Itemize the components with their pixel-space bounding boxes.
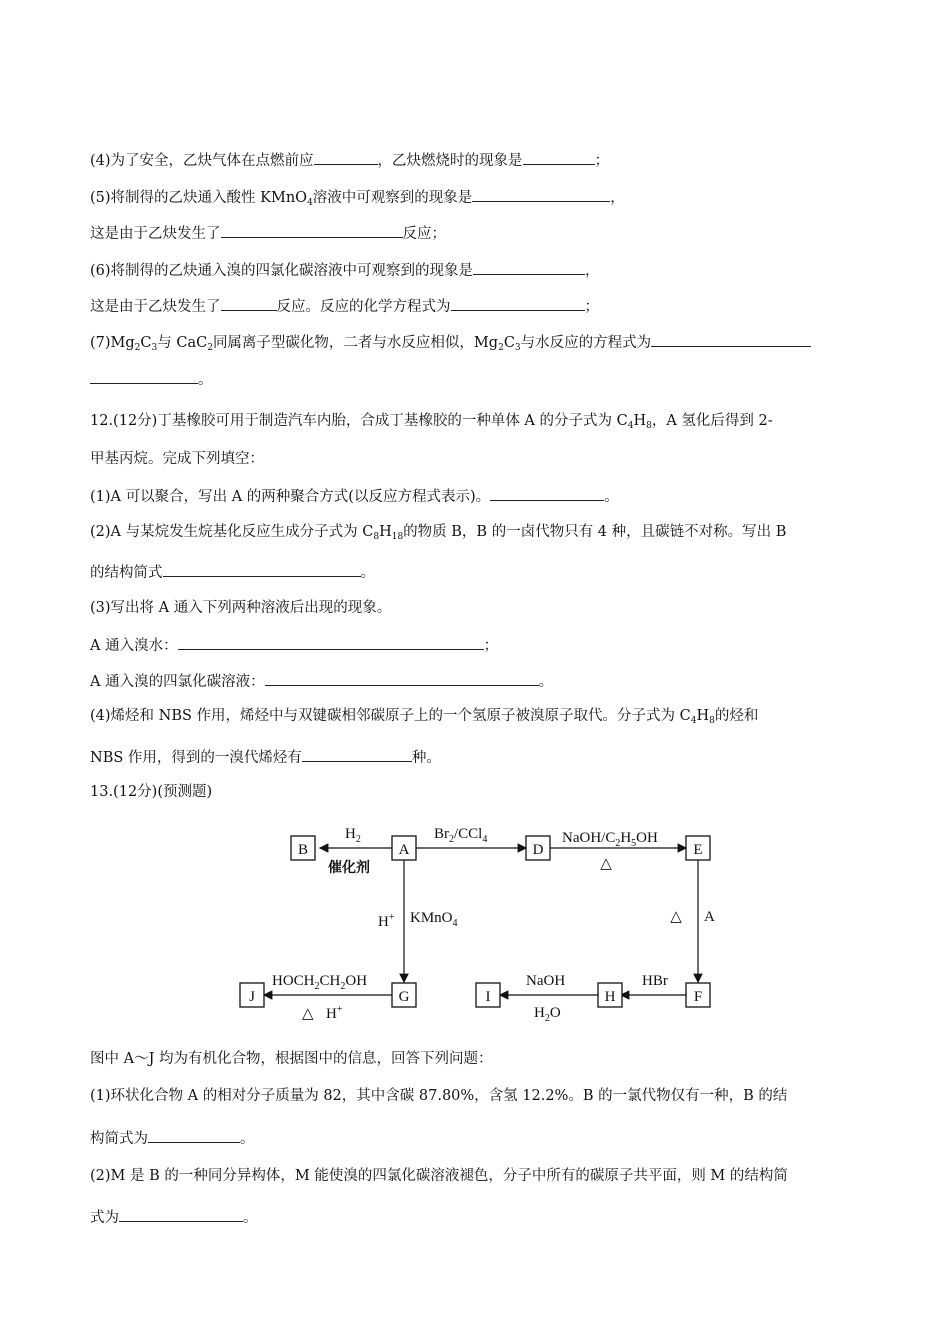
answer-blank[interactable] [472,186,610,202]
q12-part4-cont: NBS 作用，得到的一溴代烯烃有 种。 [90,746,441,768]
node-a [392,836,416,860]
svg-text:G: G [398,989,410,1005]
q13-heading: 13.(12分)(预测题) [90,784,213,800]
answer-blank[interactable] [265,670,539,686]
reagent-ethylene-glycol: $HOCH_2CH_2OH$ [272,973,368,992]
svg-text:B: B [297,842,309,858]
node-f [686,983,710,1007]
node-d [526,836,550,860]
q11-part6-cont: 这是由于乙炔发生了 反应。反应的化学方程式为 ； [90,295,599,317]
reagent-kmno4: KMnO$_4$ [410,910,458,929]
q11-part7-cont: 。 [90,368,213,390]
answer-blank[interactable] [221,222,403,238]
q13-part1-cont: 构简式为 。 [90,1127,255,1149]
catalyst-label: 催化剂 [328,860,370,876]
node-e [686,836,710,860]
q12-part1: (1)A 可以聚合，写出 A 的两种聚合方式(以反应方程式表示)。 。 [90,485,619,507]
svg-text:F: F [693,989,703,1005]
reagent-h2: $H_2$ [345,826,361,845]
q11-part4: (4)为了安全，乙炔气体在点燃前应 ，乙炔燃烧时的现象是 ； [90,149,609,171]
q11-part6: (6)将制得的乙炔通入溴的四氯化碳溶液中可观察到的现象是 ， [90,259,600,281]
answer-blank[interactable] [302,746,412,762]
answer-blank[interactable] [523,149,595,165]
q12-part4: (4)烯烃和 NBS 作用，烯烃中与双键碳相邻碳原子上的一个氢原子被溴原子取代。分子式为 $C_4H_8$的烃和 [90,708,759,726]
svg-text:D: D [532,842,544,858]
q12-part2: (2)A 与某烷发生烷基化反应生成分子式为 $C_8H_{18}$的物质 B，B 的一卤代物只有 4 种，且碳链不对称。写出 B [90,524,787,542]
q13-part2-cont: 式为 。 [90,1206,258,1228]
answer-blank[interactable] [178,634,484,650]
answer-blank[interactable] [163,561,361,577]
q12-part2-cont: 的结构简式 。 [90,561,375,583]
q12-part3: (3)写出将 A 通入下列两种溶液后出现的现象。 [90,600,392,616]
node-b [291,836,315,860]
q13-part2: (2)M 是 B 的一种同分异构体，M 能使溴的四氯化碳溶液褪色，分子中所有的碳原子共平面，则 M 的结构简 [90,1168,788,1184]
answer-blank[interactable] [314,149,378,165]
node-j [240,983,264,1007]
node-g [392,983,416,1007]
answer-blank[interactable] [221,295,277,311]
svg-text:E: E [693,842,703,858]
q12-part3-b: A 通入溴的四氯化碳溶液： 。 [90,670,553,692]
svg-text:I: I [485,989,491,1005]
q13-intro: 图中 A～J 均为有机化合物，根据图中的信息，回答下列问题： [90,1051,493,1067]
q11-part7: $(7)Mg_2C_3$与 CaC$_2$同属离子型碳化物，二者与水反应相似，$Mg_2C_3$与水反应的方程式为 [90,331,811,358]
q11-part5-cont: 这是由于乙炔发生了 反应； [90,222,446,244]
svg-text:A: A [398,842,410,858]
answer-blank[interactable] [651,331,811,347]
answer-blank[interactable] [451,295,585,311]
reagent-naoh: NaOH [526,973,566,989]
reagent-hbr: HBr [642,973,668,989]
reagent-hplus: H+ [326,1004,343,1022]
q12-part3-a: A 通入溴水： ； [90,634,498,656]
q12-heading-cont: 甲基丙烷。完成下列填空： [90,451,264,467]
answer-blank[interactable] [490,485,604,501]
answer-blank[interactable] [90,368,198,384]
q11-part5: (5)将制得的乙炔通入酸性 KMnO$_4$溶液中可观察到的现象是 ， [90,186,625,213]
svg-text:H: H [604,989,616,1005]
q13-part1: (1)环状化合物 A 的相对分子质量为 82，其中含碳 87.80%，含氢 12.2%。B 的一氯代物仅有一种，B 的结 [90,1088,788,1104]
reagent-naoh-ethanol: NaOH/$C_2H_5OH$ [562,830,658,849]
answer-blank[interactable] [473,259,585,275]
reagent-hplus: H+ [378,912,395,930]
node-h [598,983,622,1007]
answer-blank[interactable] [148,1127,240,1143]
q12-heading: 12.(12分)丁基橡胶可用于制造汽车内胎，合成丁基橡胶的一种单体 A 的分子式为 $C_4H_8$，A 氢化后得到 2- [90,413,773,431]
reagent-a-label: A [704,909,715,925]
answer-blank[interactable] [119,1206,243,1222]
heat-symbol: △ [302,1006,314,1022]
heat-symbol: △ [670,909,682,925]
heat-symbol: △ [600,856,612,872]
reagent-h2o: $H_2O$ [534,1005,561,1024]
reagent-br2-ccl4: $Br_2/CCl_4$ [434,826,488,845]
reaction-scheme [230,815,730,1024]
svg-text:J: J [249,989,255,1005]
node-i [476,983,500,1007]
